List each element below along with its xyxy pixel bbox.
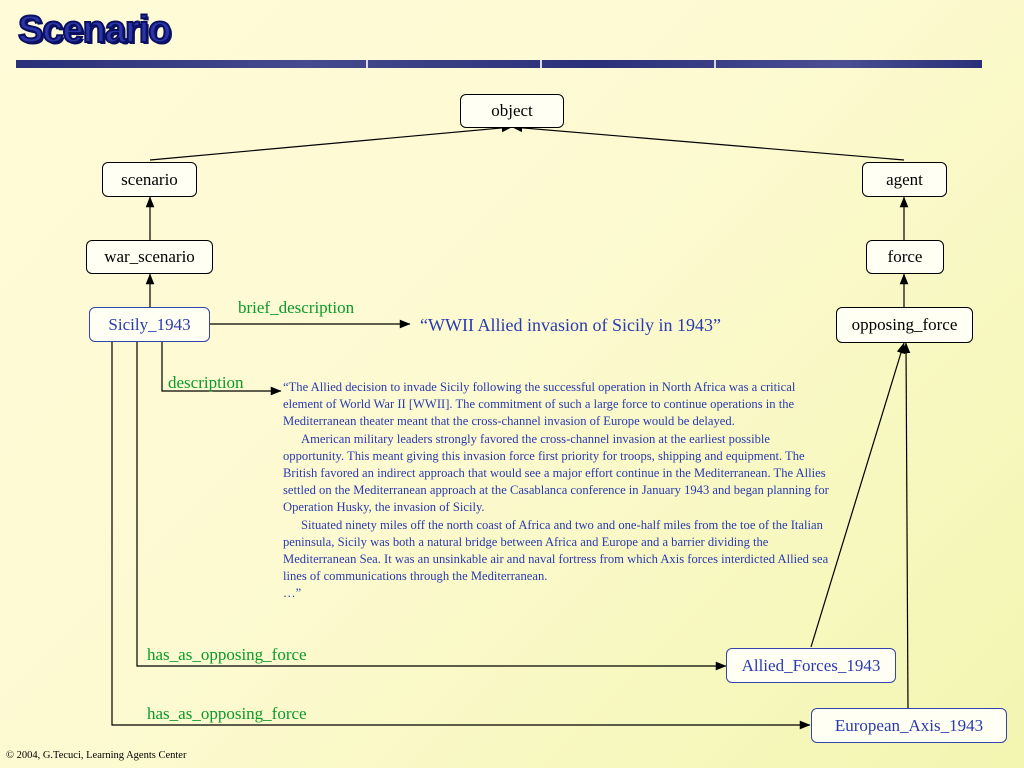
description-paragraph-3: Situated ninety miles off the north coast of Africa and two and one-half miles from the toe of the Italian peninsula, Sicily was both a natural bridge between Africa and Europe and a barrier dividing the Mediterranean Sea. It was an unsinkable air and naval fortress from which Axis forces interdicted Allied sea lines of communications through the Mediterranean. xyxy=(283,517,829,584)
node-scenario: scenario xyxy=(102,162,197,197)
link-axis-opposingforce xyxy=(906,343,908,710)
node-european-axis-1943: European_Axis_1943 xyxy=(811,708,1007,743)
label-has-as-opposing-force-2: has_as_opposing_force xyxy=(147,704,307,723)
node-force: force xyxy=(866,240,944,274)
node-object: object xyxy=(460,94,564,128)
description-paragraph-4: …” xyxy=(283,586,302,601)
link-scenario-object xyxy=(150,127,512,160)
node-allied-forces-1943: Allied_Forces_1943 xyxy=(726,648,896,683)
slide-title: Scenario xyxy=(18,9,171,51)
label-brief-description: brief_description xyxy=(238,298,355,317)
brief-description-value: “WWII Allied invasion of Sicily in 1943” xyxy=(420,315,721,335)
description-value xyxy=(283,379,831,603)
label-has-as-opposing-force-1: has_as_opposing_force xyxy=(147,645,307,664)
link-agent-object xyxy=(512,127,904,160)
footer-copyright: © 2004, G.Tecuci, Learning Agents Center xyxy=(6,750,187,761)
node-war-scenario: war_scenario xyxy=(86,240,213,274)
description-paragraph-1: “The Allied decision to invade Sicily following the successful operation in North Africa was a critical element of World War II [WWII]. The commitment of such a large force to continue operations in the Mediterranean theater meant that the cross-channel invasion of Europe would be delayed. xyxy=(283,380,796,429)
node-sicily-1943: Sicily_1943 xyxy=(89,307,210,342)
node-opposing-force: opposing_force xyxy=(836,307,973,343)
node-agent: agent xyxy=(862,162,947,197)
label-description: description xyxy=(168,373,244,392)
description-paragraph-2: American military leaders strongly favored the cross-channel invasion at the earliest possible opportunity. This meant giving this invasion force first priority for troops, shipping and equipment. The British favored an indirect approach that would see a major effort continue in the Mediterranean. The Allies settled on the Mediterranean approach at the Casablanca conference in January 1943 and began planning for Operation Husky, the invasion of Sicily. xyxy=(283,431,829,515)
